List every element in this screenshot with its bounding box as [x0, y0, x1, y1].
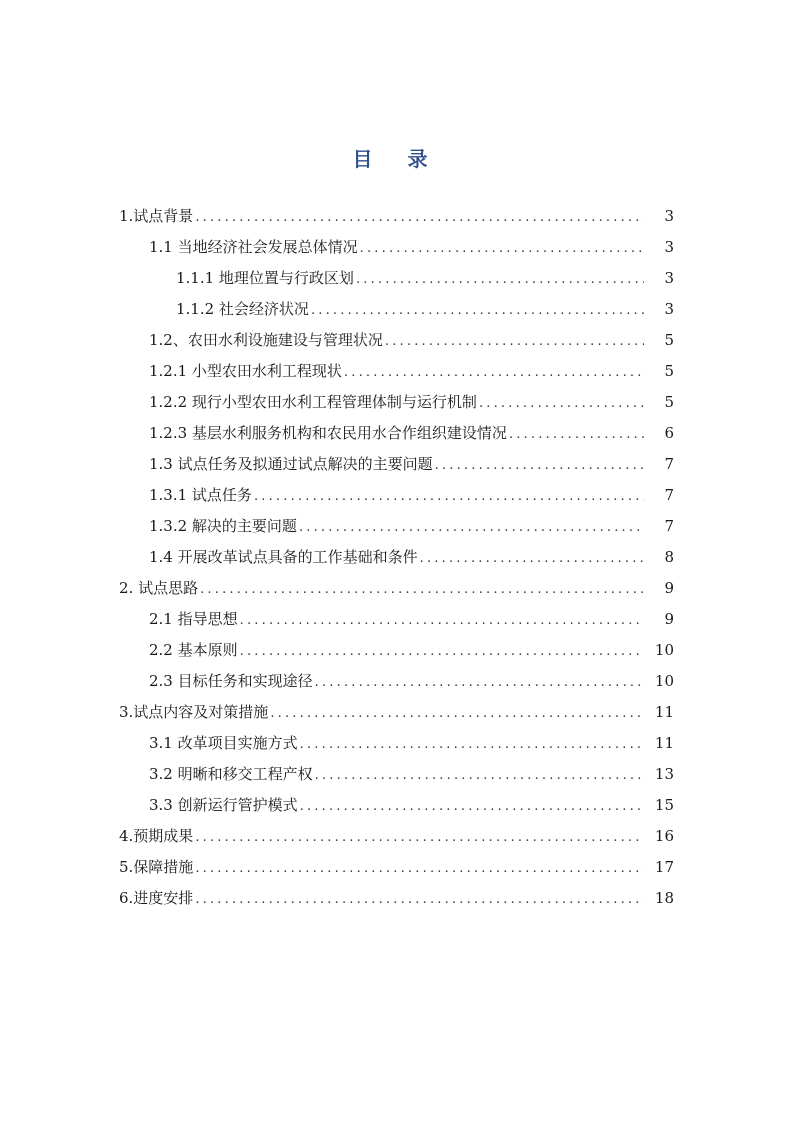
toc-entry[interactable] [119, 852, 674, 883]
toc-entry[interactable] [149, 542, 674, 573]
toc-leader-dots [270, 698, 644, 729]
toc-entry-text: 2.2 基本原则 [149, 641, 238, 659]
toc-entry-page: 7 [664, 486, 674, 504]
toc-entry-page: 11 [654, 703, 674, 721]
toc-entry-page: 6 [664, 424, 674, 442]
toc-entry[interactable] [149, 449, 674, 480]
toc-entry-text: 2. 试点思路 [119, 579, 199, 597]
toc-entry-text: 1.试点背景 [119, 207, 194, 225]
toc-entry-text: 1.1.2 社会经济状况 [176, 300, 309, 318]
toc-entry-text: 5.保障措施 [119, 858, 194, 876]
toc-entry-page: 3 [664, 207, 674, 225]
toc-entry-page: 16 [654, 827, 674, 845]
toc-entry-page: 3 [664, 238, 674, 256]
toc-entry-text: 1.2.3 基层水利服务机构和农民用水合作组织建设情况 [149, 424, 507, 442]
toc-entry[interactable] [149, 511, 674, 542]
toc-entry-text: 1.1 当地经济社会发展总体情况 [149, 238, 358, 256]
toc-entry-page: 7 [664, 517, 674, 535]
toc-entry-text: 1.1.1 地理位置与行政区划 [176, 269, 354, 287]
toc-entry-page: 11 [654, 734, 674, 752]
toc-leader-dots [240, 605, 644, 636]
toc-leader-dots [300, 729, 644, 760]
toc-entry[interactable] [149, 759, 674, 790]
toc-entry[interactable] [176, 294, 674, 325]
toc-leader-dots [315, 760, 644, 791]
toc-leader-dots [420, 543, 644, 574]
toc-leader-dots [195, 884, 644, 915]
toc-entry-text: 1.2.2 现行小型农田水利工程管理体制与运行机制 [149, 393, 477, 411]
toc-title: 目 录 [352, 147, 442, 171]
toc-entry[interactable] [149, 325, 674, 356]
toc-entry-page: 10 [654, 641, 674, 659]
toc-entry-page: 3 [664, 300, 674, 318]
toc-entry-text: 3.1 改革项目实施方式 [149, 734, 298, 752]
toc-entry[interactable] [149, 604, 674, 635]
toc-entry-page: 5 [664, 362, 674, 380]
toc-entry-text: 6.进度安排 [119, 889, 194, 907]
toc-entry[interactable] [119, 697, 674, 728]
toc-entry[interactable] [149, 666, 674, 697]
toc-entry-page: 13 [654, 765, 674, 783]
toc-leader-dots [300, 791, 644, 822]
toc-entry[interactable] [149, 418, 674, 449]
toc-entry[interactable] [119, 201, 674, 232]
toc-entry[interactable] [119, 821, 674, 852]
toc-entry-page: 18 [654, 889, 674, 907]
toc-leader-dots [311, 295, 644, 326]
toc-entry-page: 5 [664, 393, 674, 411]
toc-leader-dots [200, 574, 644, 605]
toc-entry[interactable] [176, 263, 674, 294]
toc-leader-dots [195, 853, 644, 884]
toc-entry-text: 2.3 目标任务和实现途径 [149, 672, 313, 690]
toc-leader-dots [479, 388, 644, 419]
toc-entry-page: 9 [664, 579, 674, 597]
toc-leader-dots [195, 822, 644, 853]
toc-leader-dots [240, 636, 644, 667]
toc-leader-dots [299, 512, 644, 543]
toc-entry-text: 1.2.1 小型农田水利工程现状 [149, 362, 342, 380]
toc-entry-text: 1.4 开展改革试点具备的工作基础和条件 [149, 548, 418, 566]
toc-entry-page: 8 [664, 548, 674, 566]
toc-entry-page: 10 [654, 672, 674, 690]
toc-entry-text: 3.2 明晰和移交工程产权 [149, 765, 313, 783]
toc-leader-dots [195, 202, 644, 233]
toc-leader-dots [356, 264, 644, 295]
toc-leader-dots [344, 357, 644, 388]
toc-entry[interactable] [149, 728, 674, 759]
toc-entry-text: 3.试点内容及对策措施 [119, 703, 269, 721]
toc-entry[interactable] [149, 232, 674, 263]
toc-entry[interactable] [149, 480, 674, 511]
toc-entry-page: 3 [664, 269, 674, 287]
toc-entry[interactable] [119, 883, 674, 914]
toc-entry[interactable] [149, 635, 674, 666]
toc-entry[interactable] [149, 790, 674, 821]
toc-leader-dots [315, 667, 644, 698]
toc-leader-dots [254, 481, 644, 512]
toc-entry-text: 2.1 指导思想 [149, 610, 238, 628]
toc-entry[interactable] [149, 387, 674, 418]
toc-entry-page: 17 [654, 858, 674, 876]
toc-entry-page: 5 [664, 331, 674, 349]
toc-leader-dots [360, 233, 644, 264]
toc-entry-page: 9 [664, 610, 674, 628]
toc-leader-dots [435, 450, 644, 481]
toc-entry-text: 3.3 创新运行管护模式 [149, 796, 298, 814]
toc-entry[interactable] [149, 356, 674, 387]
toc-leader-dots [509, 419, 644, 450]
toc-leader-dots [385, 326, 644, 357]
toc-entry-text: 1.2、农田水利设施建设与管理状况 [149, 331, 383, 349]
toc-entry-text: 1.3.2 解决的主要问题 [149, 517, 297, 535]
toc-entry-text: 1.3.1 试点任务 [149, 486, 252, 504]
toc-entry-page: 7 [664, 455, 674, 473]
toc-entry-text: 1.3 试点任务及拟通过试点解决的主要问题 [149, 455, 433, 473]
toc-entry[interactable] [119, 573, 674, 604]
toc-entry-text: 4.预期成果 [119, 827, 194, 845]
toc-entry-page: 15 [654, 796, 674, 814]
